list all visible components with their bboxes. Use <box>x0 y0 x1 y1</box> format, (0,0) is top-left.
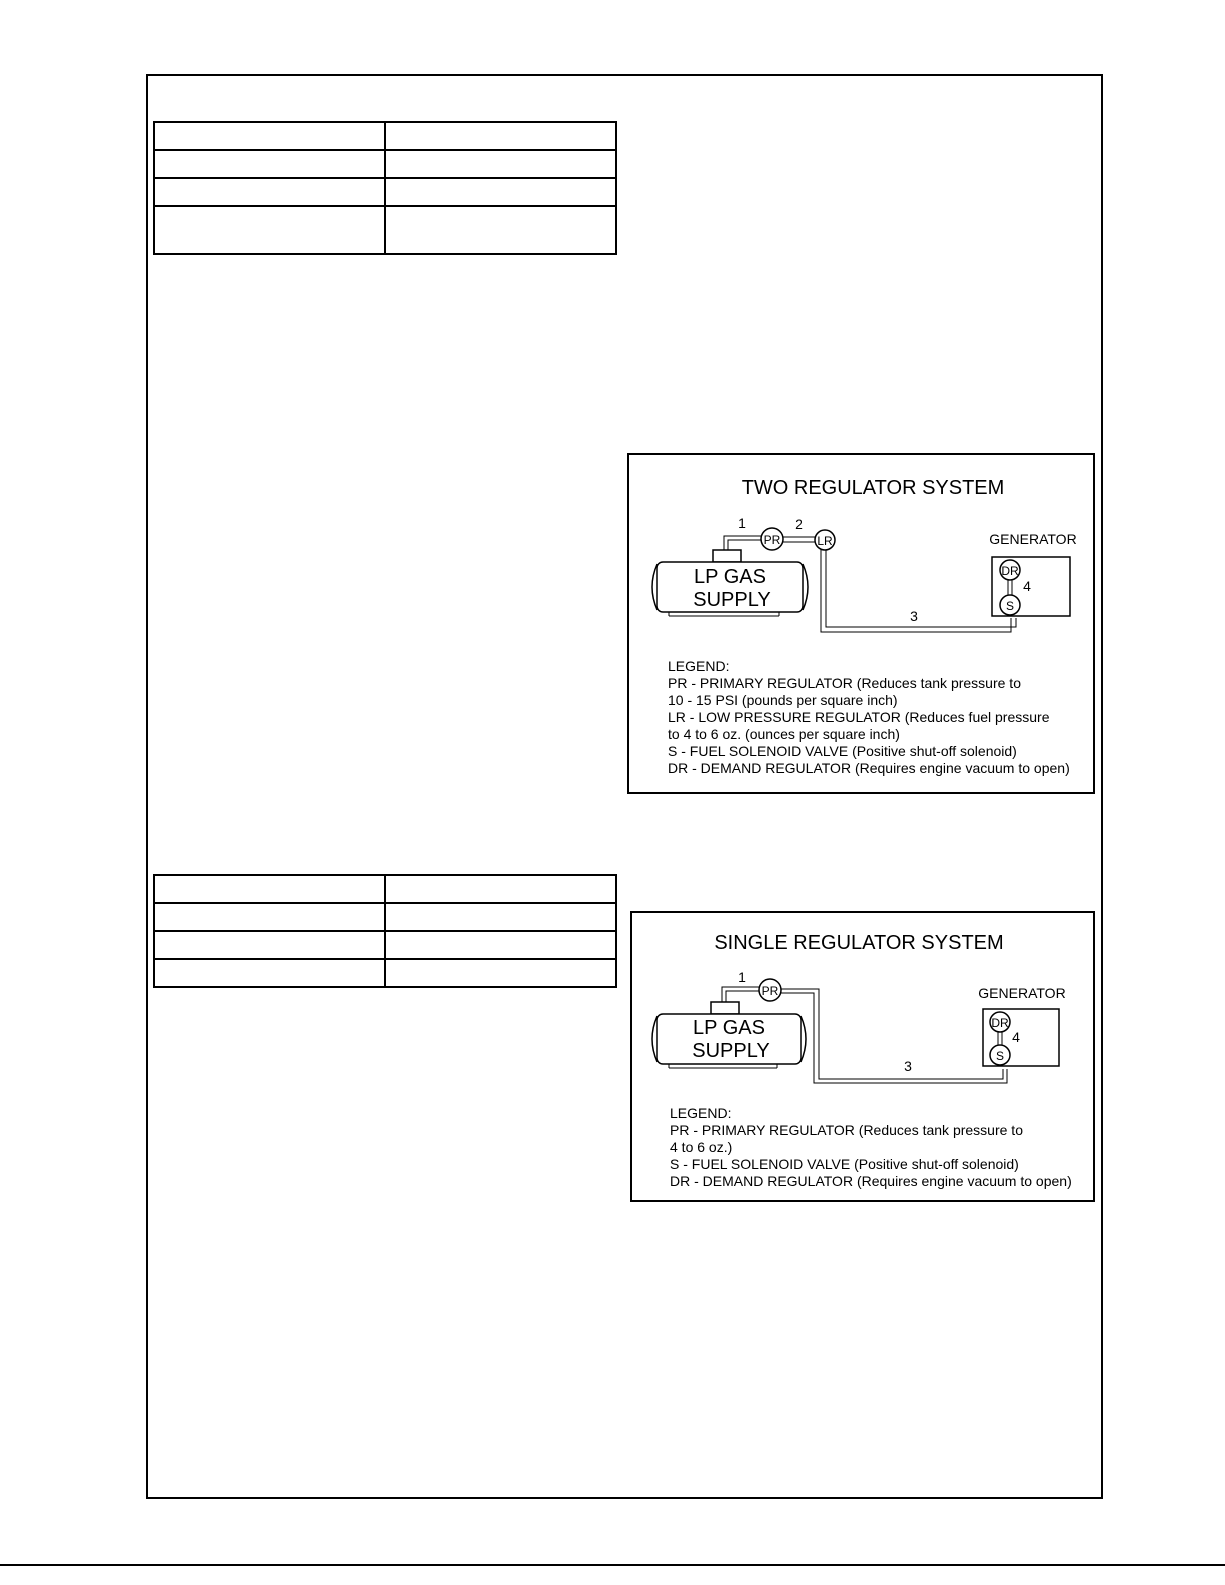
primary-regulator <box>761 528 783 550</box>
legend-lr-line2: to 4 to 6 oz. (ounces per square inch) <box>668 726 900 742</box>
legend-pr-line1: PR - PRIMARY REGULATOR (Reduces tank pressure to <box>668 675 1021 691</box>
legend-pr-line2: 10 - 15 PSI (pounds per square inch) <box>668 692 898 708</box>
diagram-title: SINGLE REGULATOR SYSTEM <box>714 932 1004 954</box>
legend-pr-line2: 4 to 6 oz.) <box>670 1139 733 1155</box>
line-number-2: 2 <box>795 516 803 532</box>
legend-heading: LEGEND: <box>670 1105 732 1121</box>
table-cell <box>154 903 385 931</box>
single-regulator-diagram <box>630 911 1095 1202</box>
lp-gas-tank <box>652 1002 806 1068</box>
generator <box>978 985 1065 1066</box>
table-cell <box>385 959 616 987</box>
table-cell <box>385 903 616 931</box>
legend-dr: DR - DEMAND REGULATOR (Requires engine vacuum to open) <box>670 1173 1072 1189</box>
number-4: 4 <box>1012 1029 1020 1045</box>
table-cell <box>385 206 616 254</box>
pr-label: PR <box>761 984 779 998</box>
lr-label: LR <box>817 534 833 548</box>
legend-lr-line1: LR - LOW PRESSURE REGULATOR (Reduces fuel pressure <box>668 709 1050 725</box>
table-cell <box>154 931 385 959</box>
table-cell <box>154 959 385 987</box>
dr-label: DR <box>991 1016 1009 1030</box>
diagram-title: TWO REGULATOR SYSTEM <box>741 477 1005 499</box>
legend-pr-line1: PR - PRIMARY REGULATOR (Reduces tank pressure to <box>670 1122 1023 1138</box>
table-cell <box>154 206 385 254</box>
legend-heading: LEGEND: <box>668 658 730 674</box>
table-cell <box>154 875 385 903</box>
table-cell <box>154 178 385 206</box>
line-number-1: 1 <box>738 515 746 531</box>
bottom-rule <box>0 1564 1225 1566</box>
table-cell <box>385 875 616 903</box>
pr-label: PR <box>763 533 781 547</box>
generator <box>989 531 1076 616</box>
blank-table-top <box>153 121 617 255</box>
tank-label-line2: SUPPLY <box>692 1040 770 1062</box>
legend <box>668 658 1070 777</box>
table-cell <box>385 178 616 206</box>
legend-s: S - FUEL SOLENOID VALVE (Positive shut-off solenoid) <box>670 1156 1019 1172</box>
tank-label-line2: SUPPLY <box>693 589 771 611</box>
line-number-3: 3 <box>910 608 918 624</box>
two-regulator-diagram <box>627 453 1095 794</box>
s-label: S <box>995 1049 1005 1063</box>
line-number-3: 3 <box>904 1058 912 1074</box>
legend-s: S - FUEL SOLENOID VALVE (Positive shut-off solenoid) <box>668 743 1017 759</box>
line-number-1: 1 <box>738 969 746 985</box>
tank-label-line1: LP GAS <box>693 1017 765 1039</box>
lp-gas-tank <box>652 550 808 616</box>
generator-label: GENERATOR <box>989 531 1077 547</box>
dr-label: DR <box>1001 564 1019 578</box>
legend <box>670 1105 1072 1190</box>
generator-label: GENERATOR <box>978 985 1066 1001</box>
legend-dr: DR - DEMAND REGULATOR (Requires engine vacuum to open) <box>668 760 1070 776</box>
table-cell <box>154 122 385 150</box>
s-label: S <box>1005 599 1015 613</box>
table-cell <box>385 150 616 178</box>
table-cell <box>385 122 616 150</box>
low-pressure-regulator <box>815 530 835 550</box>
table-cell <box>154 150 385 178</box>
number-4: 4 <box>1023 578 1031 594</box>
table-cell <box>385 931 616 959</box>
primary-regulator <box>759 979 781 1001</box>
blank-table-bottom <box>153 874 617 988</box>
tank-label-line1: LP GAS <box>694 566 766 588</box>
